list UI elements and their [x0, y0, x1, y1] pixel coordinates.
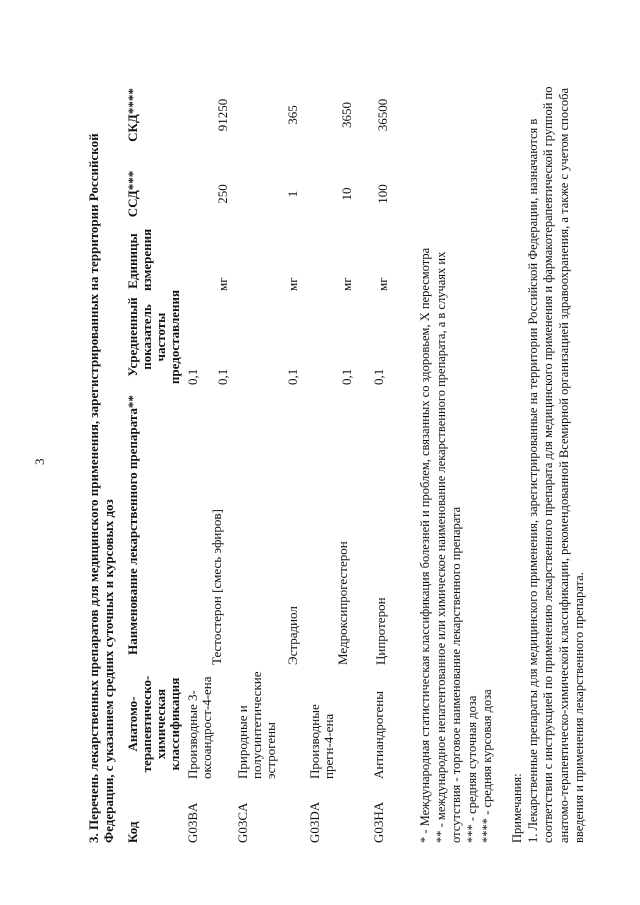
- table-row-avg: 0,1: [185, 368, 200, 385]
- table-row-unit: мг: [285, 277, 300, 291]
- table-row-drug-name: Ципротерон: [373, 597, 388, 665]
- table-row-unit: мг: [215, 277, 230, 291]
- table-row-ckd: 91250: [215, 98, 230, 132]
- page-number: 3: [32, 458, 47, 465]
- header-atc: Анатомо-терапевтическо-химическая классификация: [125, 675, 182, 773]
- table-row-sdd: 250: [215, 184, 230, 204]
- table-row-ckd: 3650: [339, 102, 354, 128]
- table-row-code: G03CA: [235, 802, 250, 843]
- table-row-code: G03BA: [185, 802, 200, 843]
- footnote-sdd: *** - средняя суточная доза: [464, 695, 479, 843]
- table-row-drug-name: Тестостерон [смесь эфиров]: [209, 509, 224, 665]
- table-row-ckd: 365: [285, 105, 300, 125]
- table-row-unit: мг: [339, 277, 354, 291]
- notes: [510, 53, 588, 843]
- table-row-avg: 0,1: [215, 368, 230, 385]
- table-row-sdd: 100: [375, 184, 390, 204]
- table-row-sdd: 10: [339, 187, 354, 201]
- table-row-code: G03DA: [307, 801, 322, 843]
- table-row-code: G03HA: [371, 801, 386, 843]
- header-code: Код: [125, 821, 140, 843]
- table-row-atc: Природные и полусинтетические эстрогены: [235, 671, 278, 779]
- footnote-inn: ** - международное непатентованное или химическое наименование лекарственного препарата, а в случаях их: [433, 251, 448, 843]
- table-row-atc: Производные прегн-4-ена: [307, 704, 336, 779]
- table-row-sdd: 1: [285, 190, 300, 198]
- header-sdd: ССД***: [125, 170, 140, 218]
- table-row-drug-name: Медроксипрогестерон: [335, 541, 350, 665]
- table-row-atc: Производные 3-оксоандрост-4-ена: [185, 676, 214, 779]
- footnotes: [418, 63, 496, 843]
- table-row-unit: мг: [375, 277, 390, 291]
- footnote-inn-continued: отсутствия - торговое наименование лекарственного препарата: [449, 506, 463, 843]
- header-ckd: СКД****: [125, 88, 140, 142]
- section-title: 3. Перечень лекарственных препаратов для медицинского применения, зарегистрированных на территории Российской Федерации, с указанием средних суточных и курсовых доз: [86, 133, 116, 843]
- table-row-ckd: 36500: [375, 98, 390, 132]
- header-drug-name: Наименование лекарственного препарата**: [125, 395, 140, 655]
- table-row-atc: Антиандрогены: [371, 691, 386, 779]
- notes-heading: Примечания:: [510, 773, 524, 843]
- table-row-drug-name: Эстрадиол: [285, 606, 300, 665]
- footnote-icd: * - Международная статистическая классификация болезней и проблем, связанных со здоровьем, X пересмотра: [418, 247, 432, 843]
- table-row-avg: 0,1: [339, 368, 354, 385]
- footnote-ckd: **** - средняя курсовая доза: [480, 689, 494, 843]
- note-item: 1. Лекарственные препараты для медицинского применения, зарегистрированные на территории Российской Федерации, назначаются в соответствии с инструкцией по применению лекарственного препарата для медицинского применения и фармакотерапевтической группой по анатомо-терапевтическо-химической классификации, рекомендованной Всемирной организацией здравоохранения, а также с учетом способа введения и применения лекарственного препарата.: [525, 86, 586, 843]
- header-average-frequency: Усредненный показатель частоты предоставления: [125, 289, 182, 385]
- table-row-avg: 0,1: [285, 368, 300, 385]
- table-row-avg: 0,1: [371, 368, 386, 385]
- header-units: Единицы измерения: [125, 228, 154, 291]
